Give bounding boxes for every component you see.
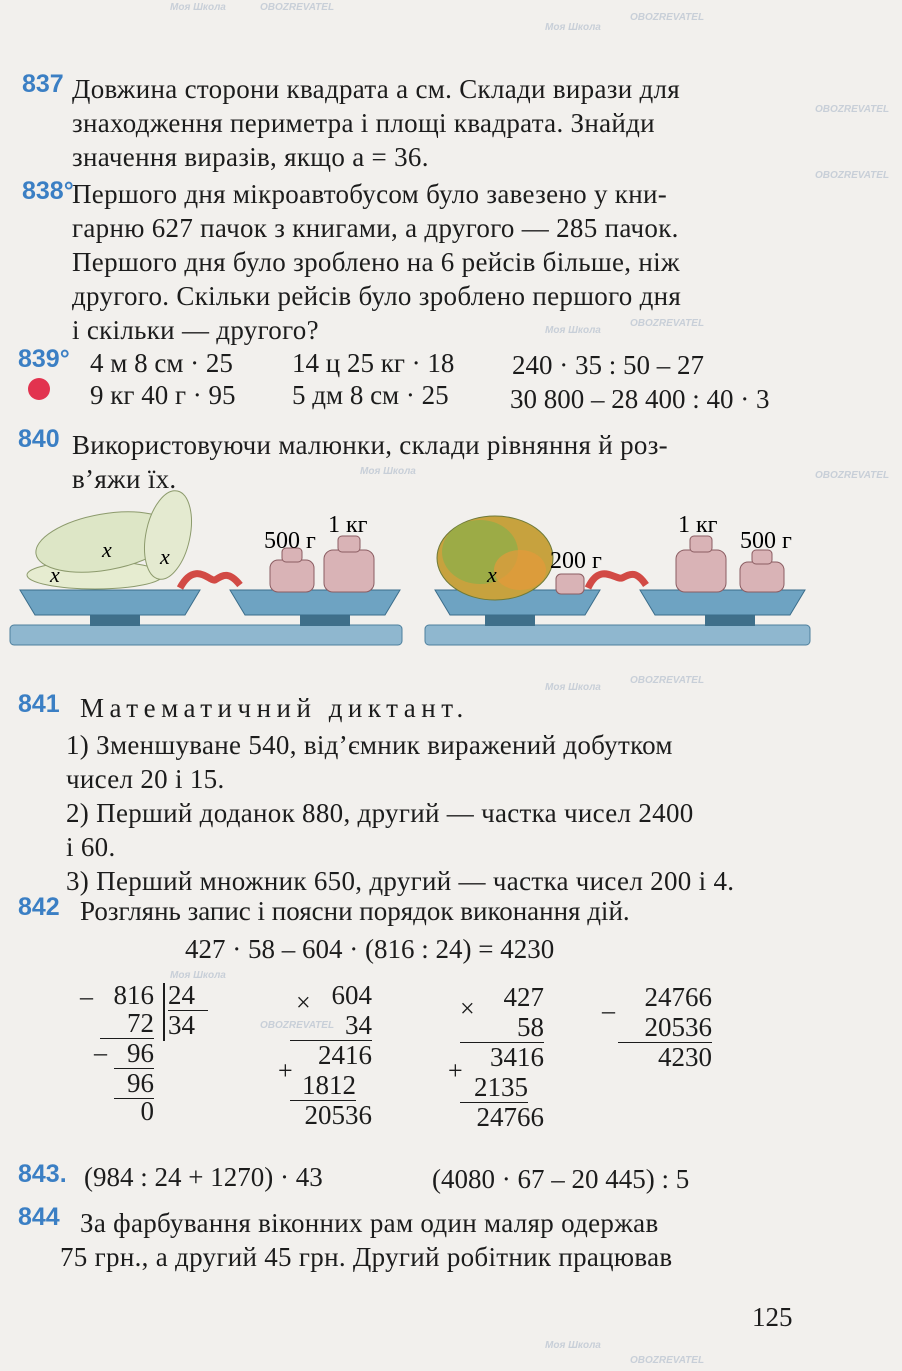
division-quotient: 34 (168, 1010, 195, 1040)
weight-label: 1 кг (328, 512, 368, 538)
text-line: і 60. (66, 832, 116, 862)
difficulty-marker-dot (28, 378, 50, 400)
weight-icon (676, 550, 726, 592)
problem-number-843: 843. (18, 1160, 67, 1188)
text-line: За фарбування віконних рам один маляр одержав (80, 1208, 659, 1238)
problem-number-841: 841 (18, 690, 60, 718)
text-line: другого. Скільки рейсів було зроблено першого дня (72, 281, 682, 311)
minus-sign: – (80, 982, 93, 1011)
expression: 240 · 35 : 50 – 27 (512, 350, 704, 380)
times-sign: × (296, 988, 311, 1017)
plus-sign: + (278, 1056, 293, 1085)
sub-subtrahend: 20536 (618, 1012, 712, 1043)
text-line: чисел 20 і 15. (66, 764, 225, 794)
expression: 5 дм 8 см · 25 (292, 380, 449, 410)
problem-number-837: 837 (22, 70, 64, 98)
mult-partial: 3416 (490, 1042, 544, 1072)
text-line: 2) Перший доданок 880, другий — частка чисел 2400 (66, 798, 694, 828)
multiplication-2 (448, 980, 560, 1140)
problem-number-839: 839° (18, 345, 70, 373)
watermark: OBOZREVATEL (630, 318, 705, 329)
weight-label: 200 г (550, 548, 602, 574)
weight-label: 1 кг (678, 512, 718, 538)
problem-841-text (66, 728, 836, 898)
text-line: Використовуючи малюнки, склади рівняння й роз- (72, 430, 668, 460)
watermark: OBOZREVATEL (630, 675, 705, 686)
variable-label: x (102, 537, 112, 562)
variable-label: x (50, 562, 60, 587)
watermark: OBOZREVATEL (630, 1355, 705, 1366)
problem-840-text (72, 428, 842, 496)
problem-844-text (60, 1206, 840, 1274)
problem-number-840: 840 (18, 425, 60, 453)
watermark: Моя Школа (170, 2, 226, 13)
balance-scale-1 (10, 490, 402, 645)
text-line: знаходження периметра і площі квадрата. Знайди (72, 108, 655, 138)
text-line: значення виразів, якщо a = 36. (72, 142, 429, 172)
watermark: Моя Школа (545, 682, 601, 693)
problem-number-844: 844 (18, 1203, 60, 1231)
text-line: 1) Зменшуване 540, від’ємник виражений добутком (66, 730, 673, 760)
problem-number-838: 838° (22, 177, 74, 205)
text-line: 3) Перший множник 650, другий — частка чисел 200 і 4. (66, 866, 735, 896)
mult-factor: 34 (290, 1010, 372, 1041)
division-rem1: 96 (114, 1038, 154, 1069)
weight-label: 500 г (264, 528, 316, 554)
watermark: Моя Школа (545, 1340, 601, 1351)
mult-factor: 427 (503, 982, 544, 1012)
division-divisor: 24 (168, 980, 208, 1011)
division-rem2: 0 (140, 1096, 154, 1126)
page-number: 125 (752, 1302, 793, 1332)
mult-partial: 1812 (290, 1070, 356, 1101)
minus-sign: – (94, 1038, 107, 1067)
balance-scale-2 (425, 512, 810, 645)
sub-minuend: 24766 (644, 982, 712, 1012)
problem-842-expression: 427 · 58 – 604 · (816 : 24) = 4230 (185, 934, 555, 964)
expression: 9 кг 40 г · 95 (90, 380, 236, 410)
variable-label: x (160, 544, 170, 569)
text-line: Першого дня мікроавтобусом було завезено у кни- (72, 179, 668, 209)
text-line: і скільки — другого? (72, 315, 319, 345)
weight-label: 500 г (740, 528, 792, 554)
watermark: OBOZREVATEL (260, 2, 335, 13)
expression: 4 м 8 см · 25 (90, 348, 233, 378)
watermark: OBOZREVATEL (815, 104, 890, 115)
watermark: Моя Школа (170, 970, 226, 981)
expression: (4080 · 67 – 20 445) : 5 (432, 1164, 690, 1194)
subtraction (602, 980, 718, 1080)
balance-scale-illustration (0, 490, 902, 660)
minus-sign: – (602, 996, 615, 1025)
text-line: 75 грн., а другий 45 грн. Другий робітник працював (60, 1242, 673, 1272)
weight-icon (556, 574, 584, 594)
problem-838-text (72, 177, 842, 347)
weight-icon (740, 562, 784, 592)
problem-837-text (72, 72, 842, 174)
mult-factor: 604 (331, 980, 372, 1010)
problem-number-842: 842 (18, 893, 60, 921)
weight-icon (270, 560, 314, 592)
text-line: в’яжи їх. (72, 464, 177, 494)
weight-icon (324, 550, 374, 592)
expression: 14 ц 25 кг · 18 (292, 348, 455, 378)
mult-result: 20536 (304, 1100, 372, 1130)
watermark: Моя Школа (360, 466, 416, 477)
watermark: Моя Школа (545, 325, 601, 336)
expression: (984 : 24 + 1270) · 43 (84, 1162, 323, 1192)
sub-result: 4230 (658, 1042, 712, 1072)
mult-partial: 2416 (318, 1040, 372, 1070)
text-line: Довжина сторони квадрата a см. Склади вирази для (72, 74, 681, 104)
watermark: OBOZREVATEL (630, 12, 705, 23)
watermark: OBOZREVATEL (260, 1020, 335, 1031)
problem-841-title: Математичний диктант. (80, 693, 469, 723)
watermark: Моя Школа (545, 22, 601, 33)
mult-result: 24766 (476, 1102, 544, 1132)
division-dividend: 816 (113, 980, 154, 1010)
text-line: гарню 627 пачок з книгами, а другого — 285 пачок. (72, 213, 679, 243)
long-division (80, 980, 230, 1130)
division-sub1: 72 (100, 1008, 154, 1039)
watermark: OBOZREVATEL (815, 470, 890, 481)
plus-sign: + (448, 1056, 463, 1085)
division-sub2: 96 (114, 1068, 154, 1099)
watermark: OBOZREVATEL (815, 170, 890, 181)
mult-factor: 58 (460, 1012, 544, 1043)
mult-partial: 2135 (460, 1072, 528, 1103)
problem-842-text: Розглянь запис і поясни порядок виконання дій. (80, 896, 630, 926)
text-line: Першого дня було зроблено на 6 рейсів більше, ніж (72, 247, 680, 277)
times-sign: × (460, 994, 475, 1023)
expression: 30 800 – 28 400 : 40 · 3 (510, 384, 770, 414)
variable-label: x (487, 562, 497, 587)
division-bar (163, 983, 165, 1041)
multiplication-1 (278, 978, 390, 1138)
